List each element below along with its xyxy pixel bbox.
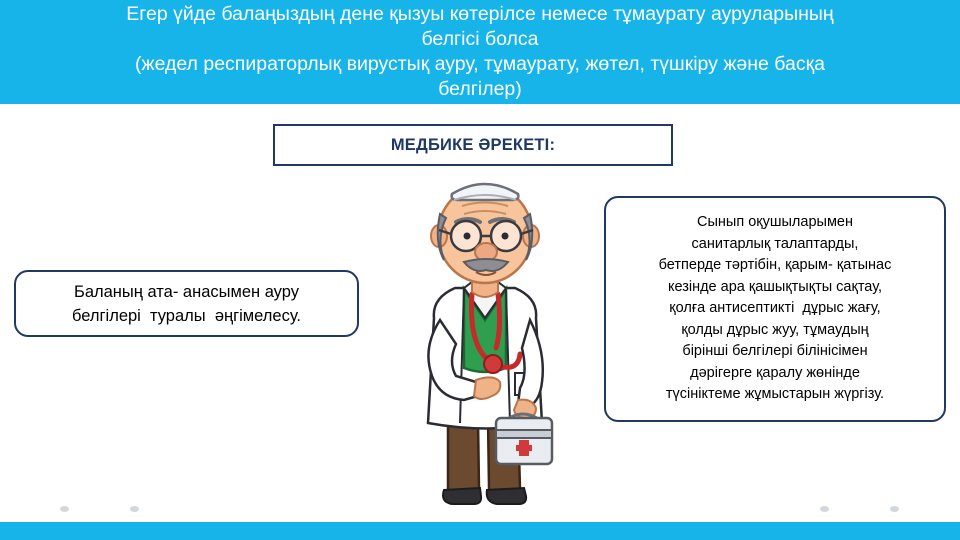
callout-right-line-8: дәрігерге қаралу жөнінде: [690, 364, 860, 381]
callout-right-line-9: түсініктеме жұмыстарын жүргізу.: [665, 386, 885, 403]
footer-strip: [0, 522, 960, 540]
callout-right-line-2: санитарлық талаптарды,: [691, 235, 859, 252]
callout-left: [14, 270, 359, 337]
callout-left-line-2: белгілері туралы әңгімелесу.: [71, 306, 302, 325]
callout-right-line-7: бірінші белгілері білінісімен: [682, 343, 868, 360]
header-line-4: белгілер): [438, 78, 522, 100]
section-title-label: МЕДБИКЕ ӘРЕКЕТІ:: [390, 135, 556, 154]
callout-right: [604, 196, 946, 422]
section-title-box: [273, 124, 673, 166]
footer-dot: [130, 506, 139, 512]
callout-right-line-6: қолды дұрыс жуу, тұмаудың: [681, 321, 869, 338]
callout-right-line-5: қолға антисептикті дұрыс жағу,: [669, 300, 881, 317]
header-line-1: Егер үйде балаңыздың дене қызуы көтерілсе немесе тұмаурату ауруларының: [126, 3, 834, 25]
callout-right-line-1: Сынып оқушыларымен: [697, 214, 853, 231]
callout-right-line-4: кезінде ара қашықтықты сақтау,: [667, 278, 883, 295]
doctor-illustration: [360, 168, 610, 508]
header-line-3: (жедел респираторлық вирустық ауру, тұмаурату, жөтел, түшкіру және басқа: [135, 53, 825, 75]
callout-right-line-3: бетперде тәртібін, қарым- қатынас: [658, 257, 892, 274]
footer-dots: [0, 500, 960, 522]
callout-left-line-1: Баланың ата- анасымен ауру: [73, 282, 299, 301]
footer-dot: [60, 506, 69, 512]
footer-dot: [890, 506, 899, 512]
header-line-2: белгісі болса: [421, 28, 539, 50]
header-banner: [0, 0, 960, 104]
footer-dot: [820, 506, 829, 512]
